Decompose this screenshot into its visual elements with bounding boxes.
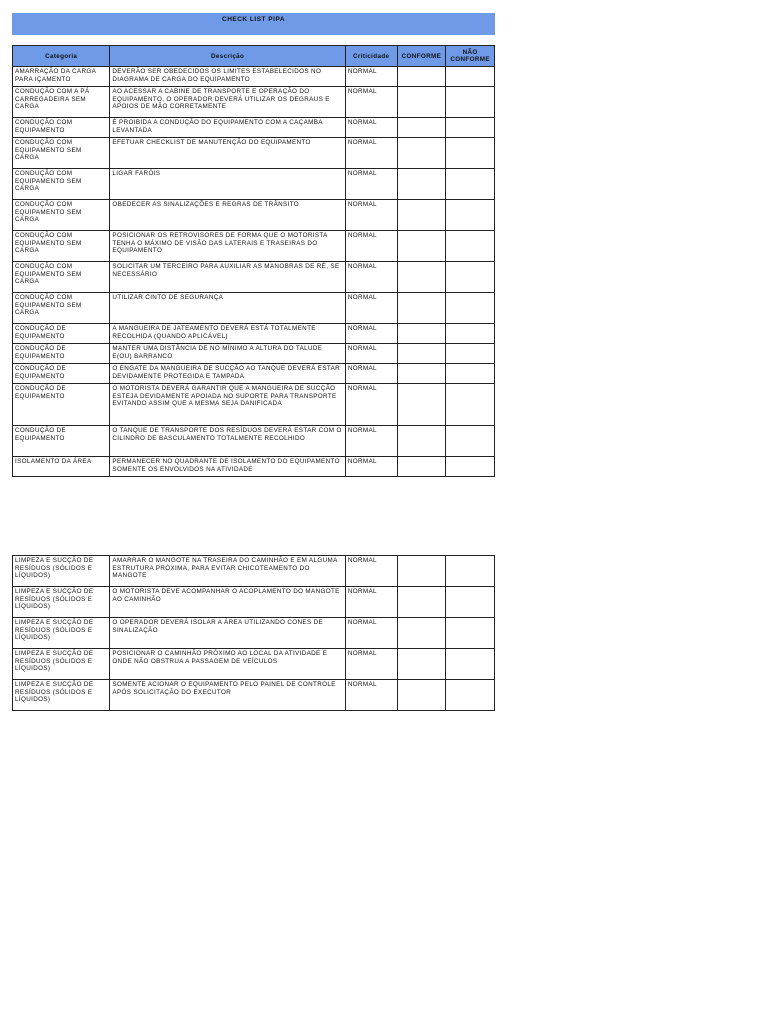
cell-criticidade: NORMAL (345, 118, 397, 138)
cell-criticidade: NORMAL (345, 680, 397, 711)
cell-conforme[interactable] (397, 649, 446, 680)
header-nao-conforme: NÃO CONFORME (446, 46, 495, 67)
cell-descricao: O MOTORISTA DEVE ACOMPANHAR O ACOPLAMENTO DO MANGOTE AO CAMINHÃO (110, 587, 345, 618)
cell-criticidade: NORMAL (345, 324, 397, 344)
cell-categoria: CONDUÇÃO COM EQUIPAMENTO SEM CARGA (13, 293, 110, 324)
cell-descricao: A MANGUEIRA DE JATEAMENTO DEVERÁ ESTÁ TOTALMENTE RECOLHIDA (QUANDO APLICÁVEL) (110, 324, 345, 344)
header-categoria: Categoria (13, 46, 110, 67)
cell-criticidade: NORMAL (345, 262, 397, 293)
table-row (13, 344, 495, 364)
table-row (13, 680, 495, 711)
cell-categoria: LIMPEZA E SUCÇÃO DE RESÍDUOS (SÓLIDOS E LÍQUIDOS) (13, 680, 110, 711)
table-row (13, 87, 495, 118)
table-row (13, 324, 495, 344)
cell-conforme[interactable] (397, 344, 446, 364)
table-row (13, 67, 495, 87)
cell-criticidade: NORMAL (345, 200, 397, 231)
cell-nao-conforme[interactable] (446, 384, 495, 426)
cell-categoria: LIMPEZA E SUCÇÃO DE RESÍDUOS (SÓLIDOS E LÍQUIDOS) (13, 649, 110, 680)
cell-conforme[interactable] (397, 364, 446, 384)
cell-categoria: ISOLAMENTO DA ÁREA (13, 457, 110, 477)
cell-categoria: CONDUÇÃO COM A PÁ CARREGADEIRA SEM CARGA (13, 87, 110, 118)
cell-categoria: CONDUÇÃO COM EQUIPAMENTO (13, 118, 110, 138)
cell-nao-conforme[interactable] (446, 169, 495, 200)
cell-conforme[interactable] (397, 384, 446, 426)
cell-nao-conforme[interactable] (446, 649, 495, 680)
cell-nao-conforme[interactable] (446, 324, 495, 344)
cell-conforme[interactable] (397, 618, 446, 649)
checklist-table-main (12, 45, 495, 477)
cell-nao-conforme[interactable] (446, 587, 495, 618)
cell-nao-conforme[interactable] (446, 364, 495, 384)
table-row (13, 262, 495, 293)
cell-nao-conforme[interactable] (446, 426, 495, 457)
cell-nao-conforme[interactable] (446, 344, 495, 364)
cell-conforme[interactable] (397, 118, 446, 138)
cell-categoria: AMARRAÇÃO DA CARGA PARA IÇAMENTO (13, 67, 110, 87)
cell-nao-conforme[interactable] (446, 680, 495, 711)
cell-categoria: CONDUÇÃO COM EQUIPAMENTO SEM CARGA (13, 138, 110, 169)
cell-categoria: CONDUÇÃO DE EQUIPAMENTO (13, 364, 110, 384)
cell-descricao: AO ACESSAR A CABINE DE TRANSPORTE E OPERAÇÃO DO EQUIPAMENTO, O OPERADOR DEVERÁ UTILIZAR OS DEGRAUS E APOIOS DE MÃO CORRETAMENTE (110, 87, 345, 118)
table-row (13, 200, 495, 231)
cell-criticidade: NORMAL (345, 87, 397, 118)
cell-categoria: CONDUÇÃO COM EQUIPAMENTO SEM CARGA (13, 169, 110, 200)
cell-nao-conforme[interactable] (446, 457, 495, 477)
cell-descricao: SOMENTE ACIONAR O EQUIPAMENTO PELO PAINEL DE CONTROLE APÓS SOLICITAÇÃO DO EXECUTOR (110, 680, 345, 711)
cell-nao-conforme[interactable] (446, 556, 495, 587)
cell-criticidade: NORMAL (345, 364, 397, 384)
table-row (13, 364, 495, 384)
table-row (13, 231, 495, 262)
cell-categoria: LIMPEZA E SUCÇÃO DE RESÍDUOS (SÓLIDOS E LÍQUIDOS) (13, 556, 110, 587)
cell-categoria: CONDUÇÃO COM EQUIPAMENTO SEM CARGA (13, 262, 110, 293)
cell-nao-conforme[interactable] (446, 118, 495, 138)
checklist-table-limpeza (12, 555, 495, 711)
cell-nao-conforme[interactable] (446, 87, 495, 118)
cell-descricao: SOLICITAR UM TERCEIRO PARA AUXILIAR AS MANOBRAS DE RÉ, SE NECESSÁRIO (110, 262, 345, 293)
cell-categoria: LIMPEZA E SUCÇÃO DE RESÍDUOS (SÓLIDOS E LÍQUIDOS) (13, 618, 110, 649)
table-row (13, 426, 495, 457)
cell-descricao: AMARRAR O MANGOTE NA TRASEIRA DO CAMINHÃO E EM ALGUMA ESTRUTURA PRÓXIMA, PARA EVITAR CHICOTEAMENTO DO MANGOTE (110, 556, 345, 587)
header-criticidade: Criticidade (345, 46, 397, 67)
checklist-title: CHECK LIST PIPA (12, 13, 495, 35)
table-row (13, 169, 495, 200)
cell-conforme[interactable] (397, 262, 446, 293)
table-header-row (13, 46, 495, 67)
table-row (13, 618, 495, 649)
cell-conforme[interactable] (397, 324, 446, 344)
cell-criticidade: NORMAL (345, 384, 397, 426)
cell-categoria: CONDUÇÃO DE EQUIPAMENTO (13, 324, 110, 344)
cell-descricao: POSICIONAR OS RETROVISORES DE FORMA QUE O MOTORISTA TENHA O MÁXIMO DE VISÃO DAS LATERAIS E TRASEIRAS DO EQUIPAMENTO (110, 231, 345, 262)
cell-criticidade: NORMAL (345, 556, 397, 587)
cell-conforme[interactable] (397, 293, 446, 324)
cell-descricao: OBEDECER AS SINALIZAÇÕES E REGRAS DE TRÂNSITO (110, 200, 345, 231)
cell-criticidade: NORMAL (345, 649, 397, 680)
cell-conforme[interactable] (397, 556, 446, 587)
cell-conforme[interactable] (397, 169, 446, 200)
cell-conforme[interactable] (397, 200, 446, 231)
cell-criticidade: NORMAL (345, 587, 397, 618)
cell-descricao: LIGAR FARÓIS (110, 169, 345, 200)
cell-categoria: CONDUÇÃO DE EQUIPAMENTO (13, 426, 110, 457)
cell-criticidade: NORMAL (345, 618, 397, 649)
cell-descricao: É PROIBIDA A CONDUÇÃO DO EQUIPAMENTO COM A CAÇAMBA LEVANTADA (110, 118, 345, 138)
cell-descricao: O OPERADOR DEVERÁ ISOLAR A ÁREA UTILIZANDO CONES DE SINALIZAÇÃO (110, 618, 345, 649)
cell-criticidade: NORMAL (345, 426, 397, 457)
cell-criticidade: NORMAL (345, 231, 397, 262)
cell-criticidade: NORMAL (345, 169, 397, 200)
table-row (13, 649, 495, 680)
cell-categoria: CONDUÇÃO DE EQUIPAMENTO (13, 344, 110, 364)
cell-descricao: O ENGATE DA MANGUEIRA DE SUCÇÃO AO TANQUE DEVERÁ ESTAR DEVIDAMENTE PROTEGIDA E TAMPADA (110, 364, 345, 384)
cell-nao-conforme[interactable] (446, 138, 495, 169)
cell-descricao: POSICIONAR O CAMINHÃO PRÓXIMO AO LOCAL DA ATIVIDADE E ONDE NÃO OBSTRUA A PASSAGEM DE VEÍCULOS (110, 649, 345, 680)
cell-criticidade: NORMAL (345, 293, 397, 324)
cell-conforme[interactable] (397, 457, 446, 477)
cell-nao-conforme[interactable] (446, 262, 495, 293)
cell-conforme[interactable] (397, 680, 446, 711)
cell-conforme[interactable] (397, 231, 446, 262)
table-row (13, 293, 495, 324)
cell-descricao: UTILIZAR CINTO DE SEGURANÇA (110, 293, 345, 324)
cell-categoria: CONDUÇÃO DE EQUIPAMENTO (13, 384, 110, 426)
header-conforme: CONFORME (397, 46, 446, 67)
table-row (13, 587, 495, 618)
cell-conforme[interactable] (397, 67, 446, 87)
cell-nao-conforme[interactable] (446, 231, 495, 262)
cell-criticidade: NORMAL (345, 344, 397, 364)
cell-nao-conforme[interactable] (446, 67, 495, 87)
cell-criticidade: NORMAL (345, 138, 397, 169)
cell-categoria: CONDUÇÃO COM EQUIPAMENTO SEM CARGA (13, 231, 110, 262)
cell-criticidade: NORMAL (345, 457, 397, 477)
cell-descricao: DEVERÃO SER OBEDECIDOS OS LIMITES ESTABELECIDOS NO DIAGRAMA DE CARGA DO EQUIPAMENTO (110, 67, 345, 87)
cell-categoria: CONDUÇÃO COM EQUIPAMENTO SEM CARGA (13, 200, 110, 231)
cell-criticidade: NORMAL (345, 67, 397, 87)
table-row (13, 457, 495, 477)
cell-descricao: O MOTORISTA DEVERÁ GARANTIR QUE A MANGUEIRA DE SUCÇÃO ESTEJA DEVIDAMENTE APOIADA NO SUPORTE PARA TRANSPORTE EVITANDO ASSIM QUE A MESMA SEJA DANIFICADA (110, 384, 345, 426)
table-row (13, 556, 495, 587)
cell-conforme[interactable] (397, 138, 446, 169)
cell-conforme[interactable] (397, 426, 446, 457)
cell-nao-conforme[interactable] (446, 618, 495, 649)
header-descricao: Descrição (110, 46, 345, 67)
table-row (13, 384, 495, 426)
table-row (13, 138, 495, 169)
cell-conforme[interactable] (397, 87, 446, 118)
cell-descricao: MANTER UMA DISTÂNCIA DE NO MÍNIMO A ALTURA DO TALUDE E(OU) BARRANCO (110, 344, 345, 364)
cell-categoria: LIMPEZA E SUCÇÃO DE RESÍDUOS (SÓLIDOS E LÍQUIDOS) (13, 587, 110, 618)
cell-descricao: O TANQUE DE TRANSPORTE DOS RESÍDUOS DEVERÁ ESTAR COM O CILINDRO DE BASCULAMENTO TOTALMENTE RECOLHIDO (110, 426, 345, 457)
cell-descricao: EFETUAR CHECKLIST DE MANUTENÇÃO DO EQUIPAMENTO (110, 138, 345, 169)
cell-conforme[interactable] (397, 587, 446, 618)
cell-nao-conforme[interactable] (446, 200, 495, 231)
cell-descricao: PERMANECER NO QUADRANTE DE ISOLAMENTO DO EQUIPAMENTO SOMENTE OS ENVOLVIDOS NA ATIVIDADE (110, 457, 345, 477)
table-row (13, 118, 495, 138)
cell-nao-conforme[interactable] (446, 293, 495, 324)
